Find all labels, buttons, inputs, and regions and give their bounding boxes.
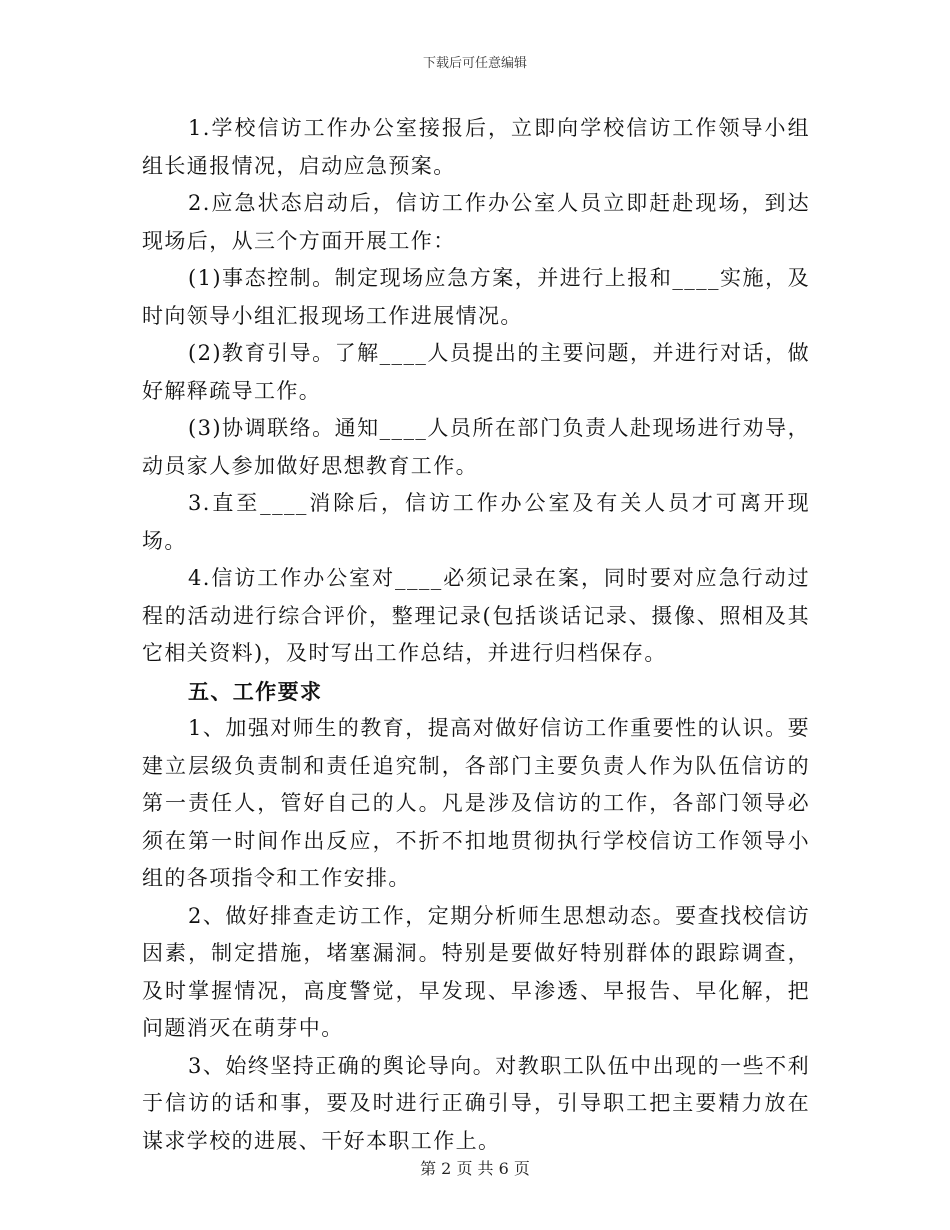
paragraph-1: 1.学校信访工作办公室接报后，立即向学校信访工作领导小组组长通报情况，启动应急预案。: [142, 116, 810, 178]
paragraph-3: 3.直至____消除后，信访工作办公室及有关人员才可离开现场。: [142, 491, 810, 553]
document-body: [142, 110, 810, 1160]
paragraph-2: 2.应急状态启动后，信访工作办公室人员立即赶赴现场，到达现场后，从三个方面开展工作：: [142, 191, 810, 253]
page-footer: 第 2 页 共 6 页: [420, 1159, 530, 1178]
paragraph-2-1: (1)事态控制。制定现场应急方案，并进行上报和____实施，及时向领导小组汇报现场工作进展情况。: [142, 266, 810, 328]
requirement-1: 1、加强对师生的教育，提高对做好信访工作重要性的认识。要建立层级负责制和责任追究制，各部门主要负责人作为队伍信访的第一责任人，管好自己的人。凡是涉及信访的工作，各部门领导必须在第一时间作出反应，不折不扣地贯彻执行学校信访工作领导小组的各项指令和工作安排。: [142, 716, 810, 890]
page-header: 下载后可任意编辑: [422, 56, 527, 71]
section-heading: 五、工作要求: [188, 678, 323, 704]
requirement-3: 3、始终坚持正确的舆论导向。对教职工队伍中出现的一些不利于信访的话和事，要及时进行正确引导，引导职工把主要精力放在谋求学校的进展、干好本职工作上。: [142, 1053, 810, 1153]
paragraph-2-3: (3)协调联络。通知____人员所在部门负责人赴现场进行劝导，动员家人参加做好思想教育工作。: [142, 416, 810, 478]
paragraph-4: 4.信访工作办公室对____必须记录在案，同时要对应急行动过程的活动进行综合评价，整理记录(包括谈话记录、摄像、照相及其它相关资料)，及时写出工作总结，并进行归档保存。: [142, 566, 810, 665]
requirement-2: 2、做好排查走访工作，定期分析师生思想动态。要查找校信访因素，制定措施，堵塞漏洞。特别是要做好特别群体的跟踪调查，及时掌握情况，高度警觉，早发现、早渗透、早报告、早化解，把问题消灭在萌芽中。: [142, 903, 810, 1040]
paragraph-2-2: (2)教育引导。了解____人员提出的主要问题，并进行对话，做好解释疏导工作。: [142, 341, 810, 403]
